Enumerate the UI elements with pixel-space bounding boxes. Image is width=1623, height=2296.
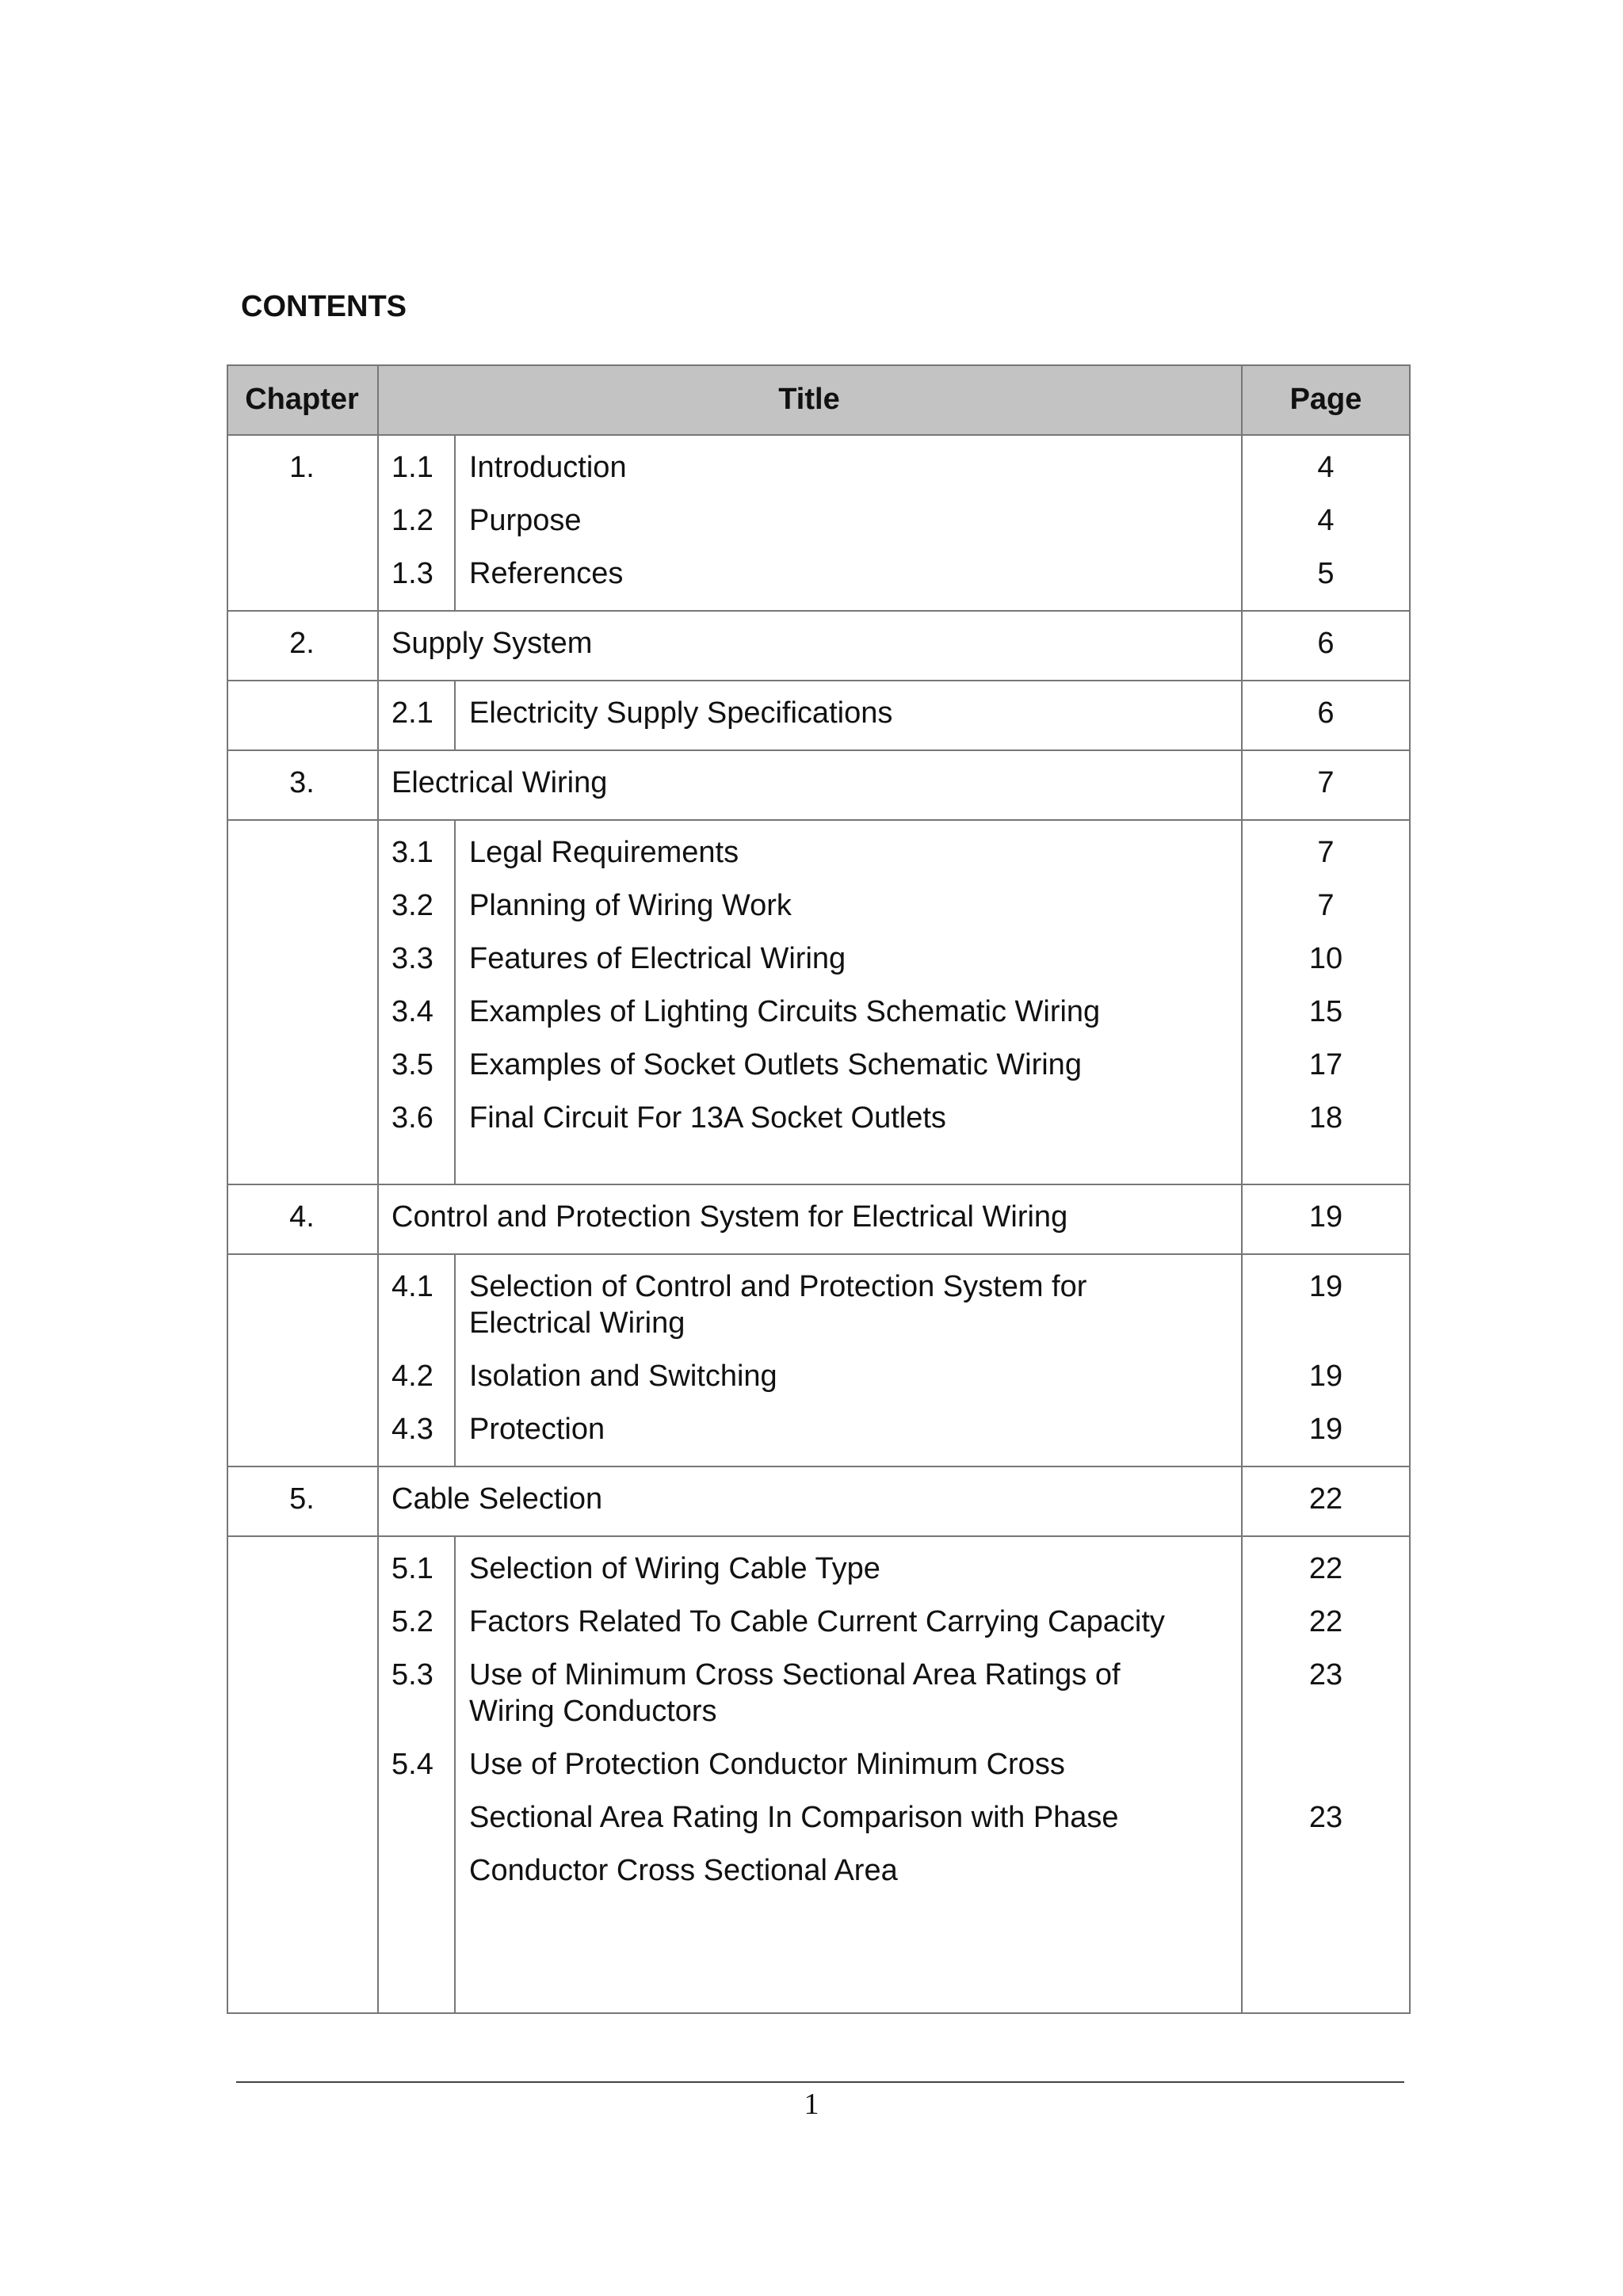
section-page: 6 — [1317, 696, 1335, 730]
section-number: 3.4 — [391, 995, 433, 1028]
section-number: 3.3 — [391, 942, 433, 975]
section-title-line[interactable]: Wiring Conductors — [469, 1695, 717, 1728]
section-page: 19 — [1308, 1360, 1343, 1393]
section-page: 22 — [1308, 1605, 1343, 1638]
section-number: 4.2 — [391, 1360, 433, 1393]
section-title[interactable]: Legal Requirements — [469, 836, 739, 869]
section-title-line[interactable]: Use of Minimum Cross Sectional Area Ratings of — [469, 1658, 1121, 1691]
section-number: 1.1 — [391, 451, 433, 484]
section-page: 23 — [1308, 1658, 1343, 1691]
section-title-line[interactable]: Sectional Area Rating In Comparison with Phase — [469, 1801, 1119, 1834]
chapter-column-divider — [377, 364, 379, 2014]
section-page: 10 — [1308, 942, 1343, 975]
section-number: 4.1 — [391, 1270, 433, 1303]
section-title[interactable]: References — [469, 557, 624, 590]
section-number: 3.1 — [391, 836, 433, 869]
chapter-page: 6 — [1317, 627, 1335, 660]
section-title[interactable]: Examples of Lighting Circuits Schematic Wiring — [469, 995, 1101, 1028]
section-number: 3.6 — [391, 1101, 433, 1135]
section-number: 5.1 — [391, 1552, 433, 1585]
page-column-divider — [1241, 364, 1243, 2014]
section-title[interactable]: Isolation and Switching — [469, 1360, 777, 1393]
chapter-number: 2. — [289, 627, 315, 660]
section-page: 4 — [1317, 504, 1335, 537]
chapter-page: 7 — [1317, 766, 1335, 799]
section-page: 19 — [1308, 1413, 1343, 1446]
section-number: 1.3 — [391, 557, 433, 590]
chapter-number: 5. — [289, 1482, 315, 1516]
section-title[interactable]: Electricity Supply Specifications — [469, 696, 893, 730]
row-divider — [227, 1466, 1411, 1467]
section-title[interactable]: Planning of Wiring Work — [469, 889, 792, 922]
chapter-number: 4. — [289, 1200, 315, 1234]
row-divider — [227, 819, 1411, 821]
table-border-right — [1409, 364, 1411, 2014]
section-number: 1.2 — [391, 504, 433, 537]
section-page: 17 — [1308, 1048, 1343, 1081]
section-title-line[interactable]: Selection of Control and Protection System for — [469, 1270, 1087, 1303]
section-number: 4.3 — [391, 1413, 433, 1446]
section-number: 3.5 — [391, 1048, 433, 1081]
section-page: 5 — [1317, 557, 1335, 590]
chapter-title[interactable]: Control and Protection System for Electrical Wiring — [391, 1200, 1068, 1234]
row-divider — [227, 610, 1411, 612]
header-title: Title — [778, 383, 840, 416]
chapter-page: 22 — [1308, 1482, 1343, 1516]
row-divider — [227, 680, 1411, 681]
row-divider — [227, 1184, 1411, 1185]
section-title[interactable]: Selection of Wiring Cable Type — [469, 1552, 880, 1585]
section-page: 7 — [1317, 836, 1335, 869]
row-divider — [227, 1253, 1411, 1255]
number-column-divider — [454, 819, 456, 1184]
section-page: 18 — [1308, 1101, 1343, 1135]
footer-rule — [236, 2081, 1404, 2083]
number-column-divider — [454, 1535, 456, 2014]
page-title: CONTENTS — [241, 290, 407, 323]
section-page: 4 — [1317, 451, 1335, 484]
chapter-title[interactable]: Electrical Wiring — [391, 766, 608, 799]
section-title[interactable]: Final Circuit For 13A Socket Outlets — [469, 1101, 946, 1135]
section-title[interactable]: Factors Related To Cable Current Carrying Capacity — [469, 1605, 1165, 1638]
chapter-number: 3. — [289, 766, 315, 799]
chapter-page: 19 — [1308, 1200, 1343, 1234]
section-title-line[interactable]: Use of Protection Conductor Minimum Cross — [469, 1748, 1065, 1781]
section-number: 5.3 — [391, 1658, 433, 1691]
section-page: 22 — [1308, 1552, 1343, 1585]
table-border-top — [227, 364, 1411, 366]
section-number: 5.4 — [391, 1748, 433, 1781]
section-page: 19 — [1308, 1270, 1343, 1303]
section-title-line[interactable]: Electrical Wiring — [469, 1306, 685, 1340]
table-border-bottom — [227, 2012, 1411, 2014]
section-title[interactable]: Purpose — [469, 504, 582, 537]
page-number: 1 — [804, 2088, 819, 2121]
section-number: 3.2 — [391, 889, 433, 922]
table-border-left — [227, 364, 228, 2014]
section-page: 7 — [1317, 889, 1335, 922]
header-chapter: Chapter — [245, 383, 359, 416]
row-divider — [227, 749, 1411, 751]
number-column-divider — [454, 680, 456, 749]
chapter-number: 1. — [289, 451, 315, 484]
row-divider — [227, 1535, 1411, 1537]
section-title[interactable]: Introduction — [469, 451, 627, 484]
number-column-divider — [454, 434, 456, 610]
section-title[interactable]: Protection — [469, 1413, 605, 1446]
contents-table — [227, 364, 1411, 2014]
header-page: Page — [1289, 383, 1362, 416]
section-number: 5.2 — [391, 1605, 433, 1638]
section-page: 15 — [1308, 995, 1343, 1028]
section-title[interactable]: Examples of Socket Outlets Schematic Wiring — [469, 1048, 1082, 1081]
row-divider — [227, 434, 1411, 436]
chapter-title[interactable]: Cable Selection — [391, 1482, 603, 1516]
chapter-title[interactable]: Supply System — [391, 627, 593, 660]
number-column-divider — [454, 1253, 456, 1466]
section-page: 23 — [1308, 1801, 1343, 1834]
section-title[interactable]: Features of Electrical Wiring — [469, 942, 846, 975]
section-title-line[interactable]: Conductor Cross Sectional Area — [469, 1854, 898, 1887]
section-number: 2.1 — [391, 696, 433, 730]
